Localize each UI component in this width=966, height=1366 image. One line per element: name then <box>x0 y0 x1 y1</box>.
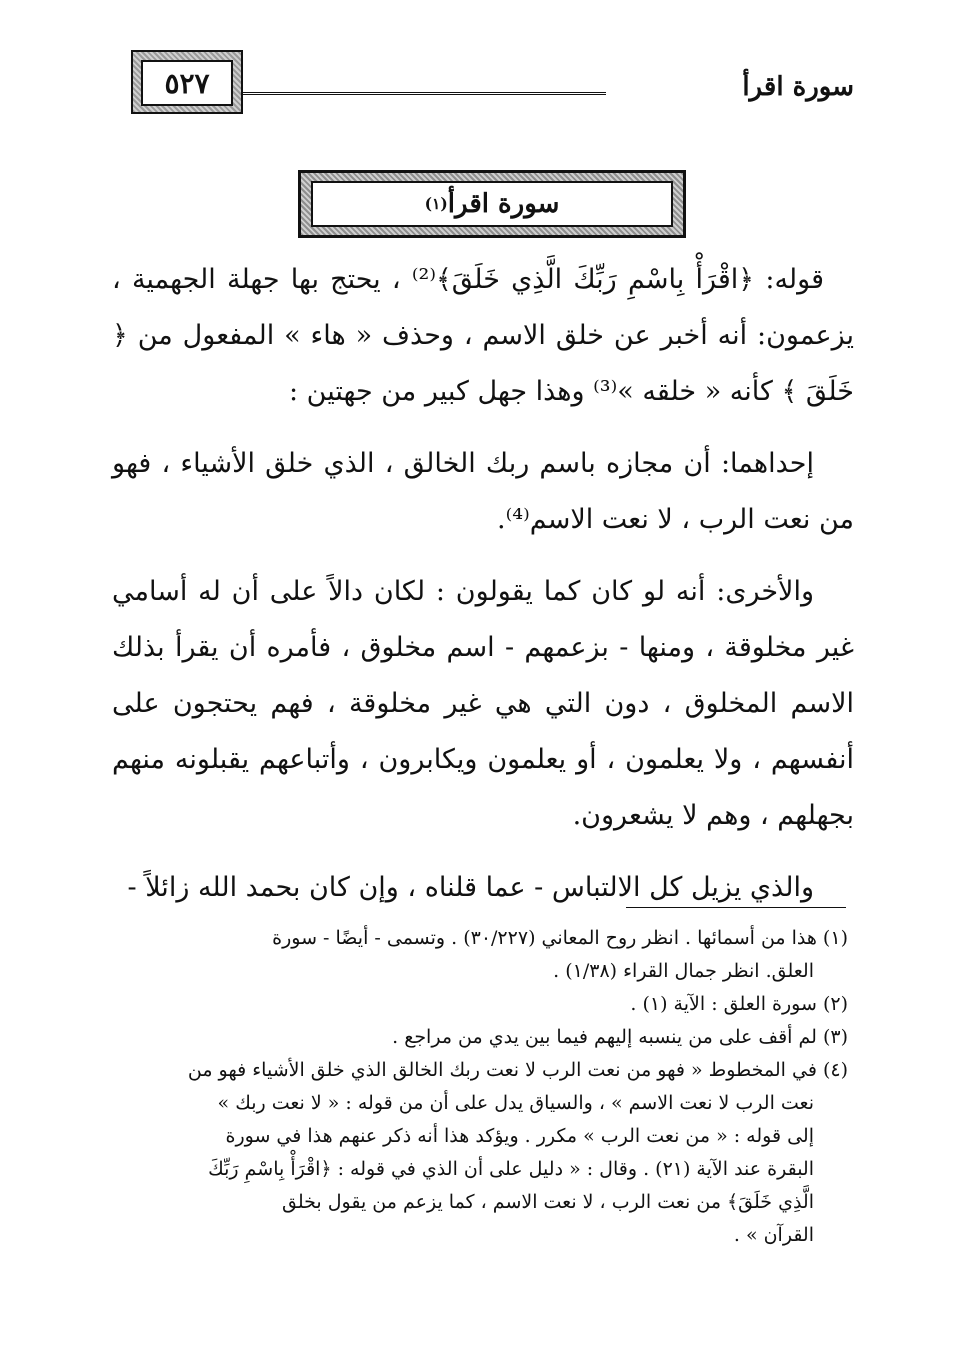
footnote-1 <box>110 922 848 988</box>
paragraph-4: والذي يزيل كل الالتباس - عما قلناه ، وإن كان بحمد الله زائلاً - <box>127 872 814 903</box>
surah-title-box <box>298 170 686 238</box>
footnote-separator <box>626 907 846 908</box>
footnote-4-line-1: (٤) في المخطوط « فهو من نعت الرب لا نعت ربك الخالق الذي خلق الأشياء فهو من <box>187 1059 848 1081</box>
footnote-1-line-2: العلق. انظر جمال القراء (١/٣٨) . <box>553 960 814 982</box>
footnotes <box>110 922 848 1252</box>
running-title: سورة اقرأ <box>742 72 854 102</box>
footnote-4-line-2: نعت الرب لا نعت الاسم » ، والسياق يدل على أن من قوله : « لا نعت ربك » <box>217 1092 814 1114</box>
footnote-4-line-4: البقرة عند الآية (٢١) . وقال : « دليل على أن الذي في قوله : ﴿اقْرَأْ بِاسْمِ رَبِّكَ <box>208 1158 814 1180</box>
page-number: ٥٢٧ <box>141 60 233 106</box>
footnote-4-line-5: الَّذِي خَلَقَ﴾ من نعت الرب ، لا نعت الاسم ، كما يزعم من يقول بخلق <box>282 1191 814 1213</box>
surah-title-text: سورة اقرأ <box>447 189 560 219</box>
footnote-2: (٢) سورة العلق : الآية (١) . <box>630 993 848 1015</box>
footnote-4-line-6: القرآن » . <box>733 1224 814 1246</box>
header-rule <box>240 92 606 95</box>
footnote-3: (٣) لم أقف على من ينسبه إليهم فيما بين يدي من مراجع . <box>392 1026 848 1048</box>
paragraph-1: قوله: ﴿اقْرَأْ بِاسْمِ رَبِّكَ الَّذِي خَلَقَ﴾⁽²⁾ ، يحتج بها جهلة الجهمية ، يزعمون: أنه أخبر عن خلق الاسم ، وحذف « هاء » المفعول من ﴿ خَلَقَ ﴾ كأنه « خلقه »⁽³⁾ وهذا جهل كبير من جهتين : <box>112 264 854 407</box>
paragraph-2: إحداهما: أن مجازه باسم ربك الخالق ، الذي خلق الأشياء ، فهو من نعت الرب ، لا نعت الاسم⁽⁴⁾. <box>112 448 854 535</box>
footnote-4-line-3: إلى قوله : « من نعت الرب » مكرر . ويؤكد هذا أنه ذكر عنهم هذا في سورة <box>225 1125 814 1147</box>
footnote-4 <box>110 1054 848 1252</box>
body-text <box>112 252 854 932</box>
footnote-1-line-1: (١) هذا من أسمائها . انظر روح المعاني (٣٠/٢٢٧) . وتسمى - أيضًا - سورة <box>272 927 848 949</box>
paragraph-3: والأخرى: أنه لو كان كما يقولون : لكان دالاً على أن له أسامي غير مخلوقة ، ومنها - بزعمهم - اسم مخلوق ، فأمره أن يقرأ بذلك الاسم المخلوق ، دون التي هي غير مخلوقة ، فهم يحتجون على أنفسهم ، ولا يعلمون ، أو يعلمون ويكابرون ، وأتباعهم يقبلونه منهم بجهلهم ، وهم لا يشعرون. <box>112 576 854 831</box>
surah-title: سورة اقرأ (١) <box>311 181 673 227</box>
page-number-box <box>131 50 243 114</box>
